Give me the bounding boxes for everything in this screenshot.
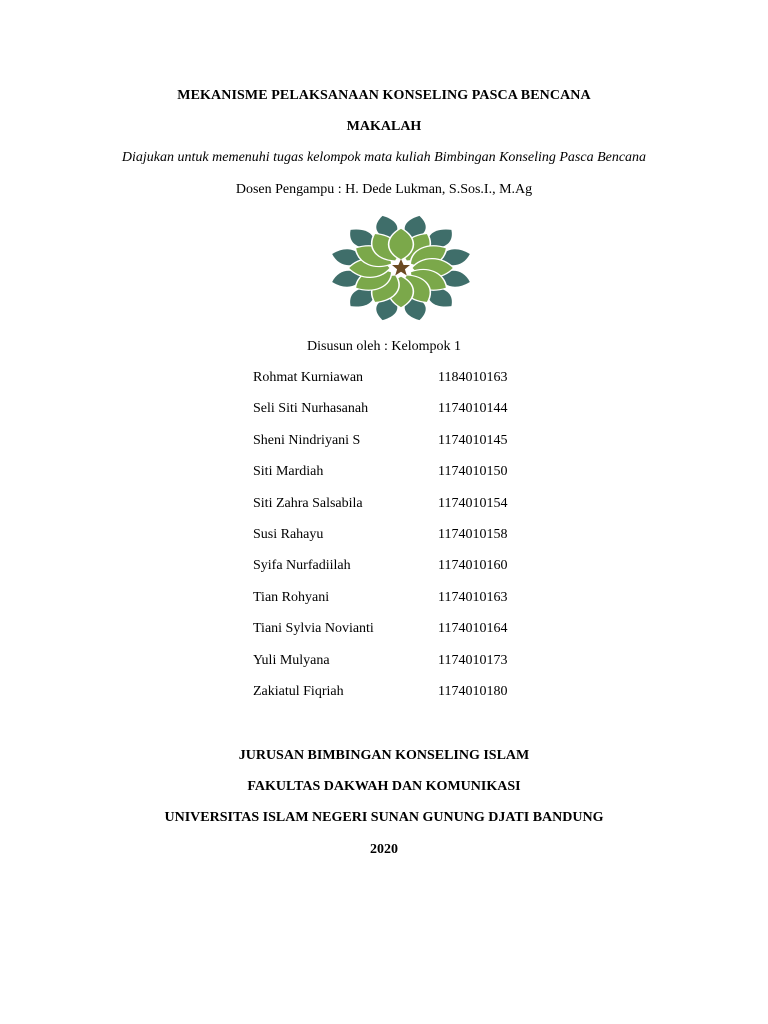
member-row [253,401,553,432]
member-nim: 1184010163 [438,370,508,385]
member-nim: 1174010150 [438,464,508,480]
member-name: Syifa Nurfadiilah [253,558,351,574]
member-name: Seli Siti Nurhasanah [253,401,369,417]
member-row [253,558,553,589]
member-nim: 1174010154 [438,495,508,511]
member-row [253,621,553,652]
member-row [253,684,553,715]
lecturer-line: Dosen Pengampu : H. Dede Lukman, S.Sos.I., M.Ag [235,182,533,197]
member-name: Rohmat Kurniawan [253,370,364,385]
member-row [253,370,553,401]
member-nim: 1174010144 [438,401,508,417]
member-row [253,496,553,527]
department-name: JURUSAN BIMBINGAN KONSELING ISLAM [238,748,530,763]
faculty-name: FAKULTAS DAKWAH DAN KOMUNIKASI [247,779,521,794]
document-type: MAKALAH [346,119,422,134]
compiled-by: Disusun oleh : Kelompok 1 [307,339,461,354]
member-list [253,370,553,715]
member-row [253,433,553,464]
member-name: Susi Rahayu [253,526,324,542]
member-nim: 1174010158 [438,526,508,542]
member-nim: 1174010160 [438,558,508,574]
member-row [253,653,553,684]
document-title: MEKANISME PELAKSANAAN KONSELING PASCA BENCANA [177,88,591,103]
document-year: 2020 [370,842,398,857]
member-name: Zakiatul Fiqriah [253,683,344,699]
member-nim: 1174010163 [438,589,508,605]
member-nim: 1174010145 [438,432,508,448]
university-emblem-icon [329,212,473,324]
member-name: Siti Zahra Salsabila [253,495,363,511]
member-row [253,590,553,621]
university-name: UNIVERSITAS ISLAM NEGERI SUNAN GUNUNG DJATI BANDUNG [164,810,604,825]
member-name: Sheni Nindriyani S [253,432,361,448]
member-row [253,527,553,558]
member-name: Tiani Sylvia Novianti [253,621,374,637]
member-name: Tian Rohyani [253,589,330,605]
member-row [253,464,553,495]
member-name: Siti Mardiah [253,464,324,480]
member-nim: 1174010173 [438,652,508,668]
member-nim: 1174010180 [438,683,508,699]
document-purpose: Diajukan untuk memenuhi tugas kelompok mata kuliah Bimbingan Konseling Pasca Bencana [121,150,647,165]
member-nim: 1174010164 [438,621,508,637]
member-name: Yuli Mulyana [253,652,330,668]
